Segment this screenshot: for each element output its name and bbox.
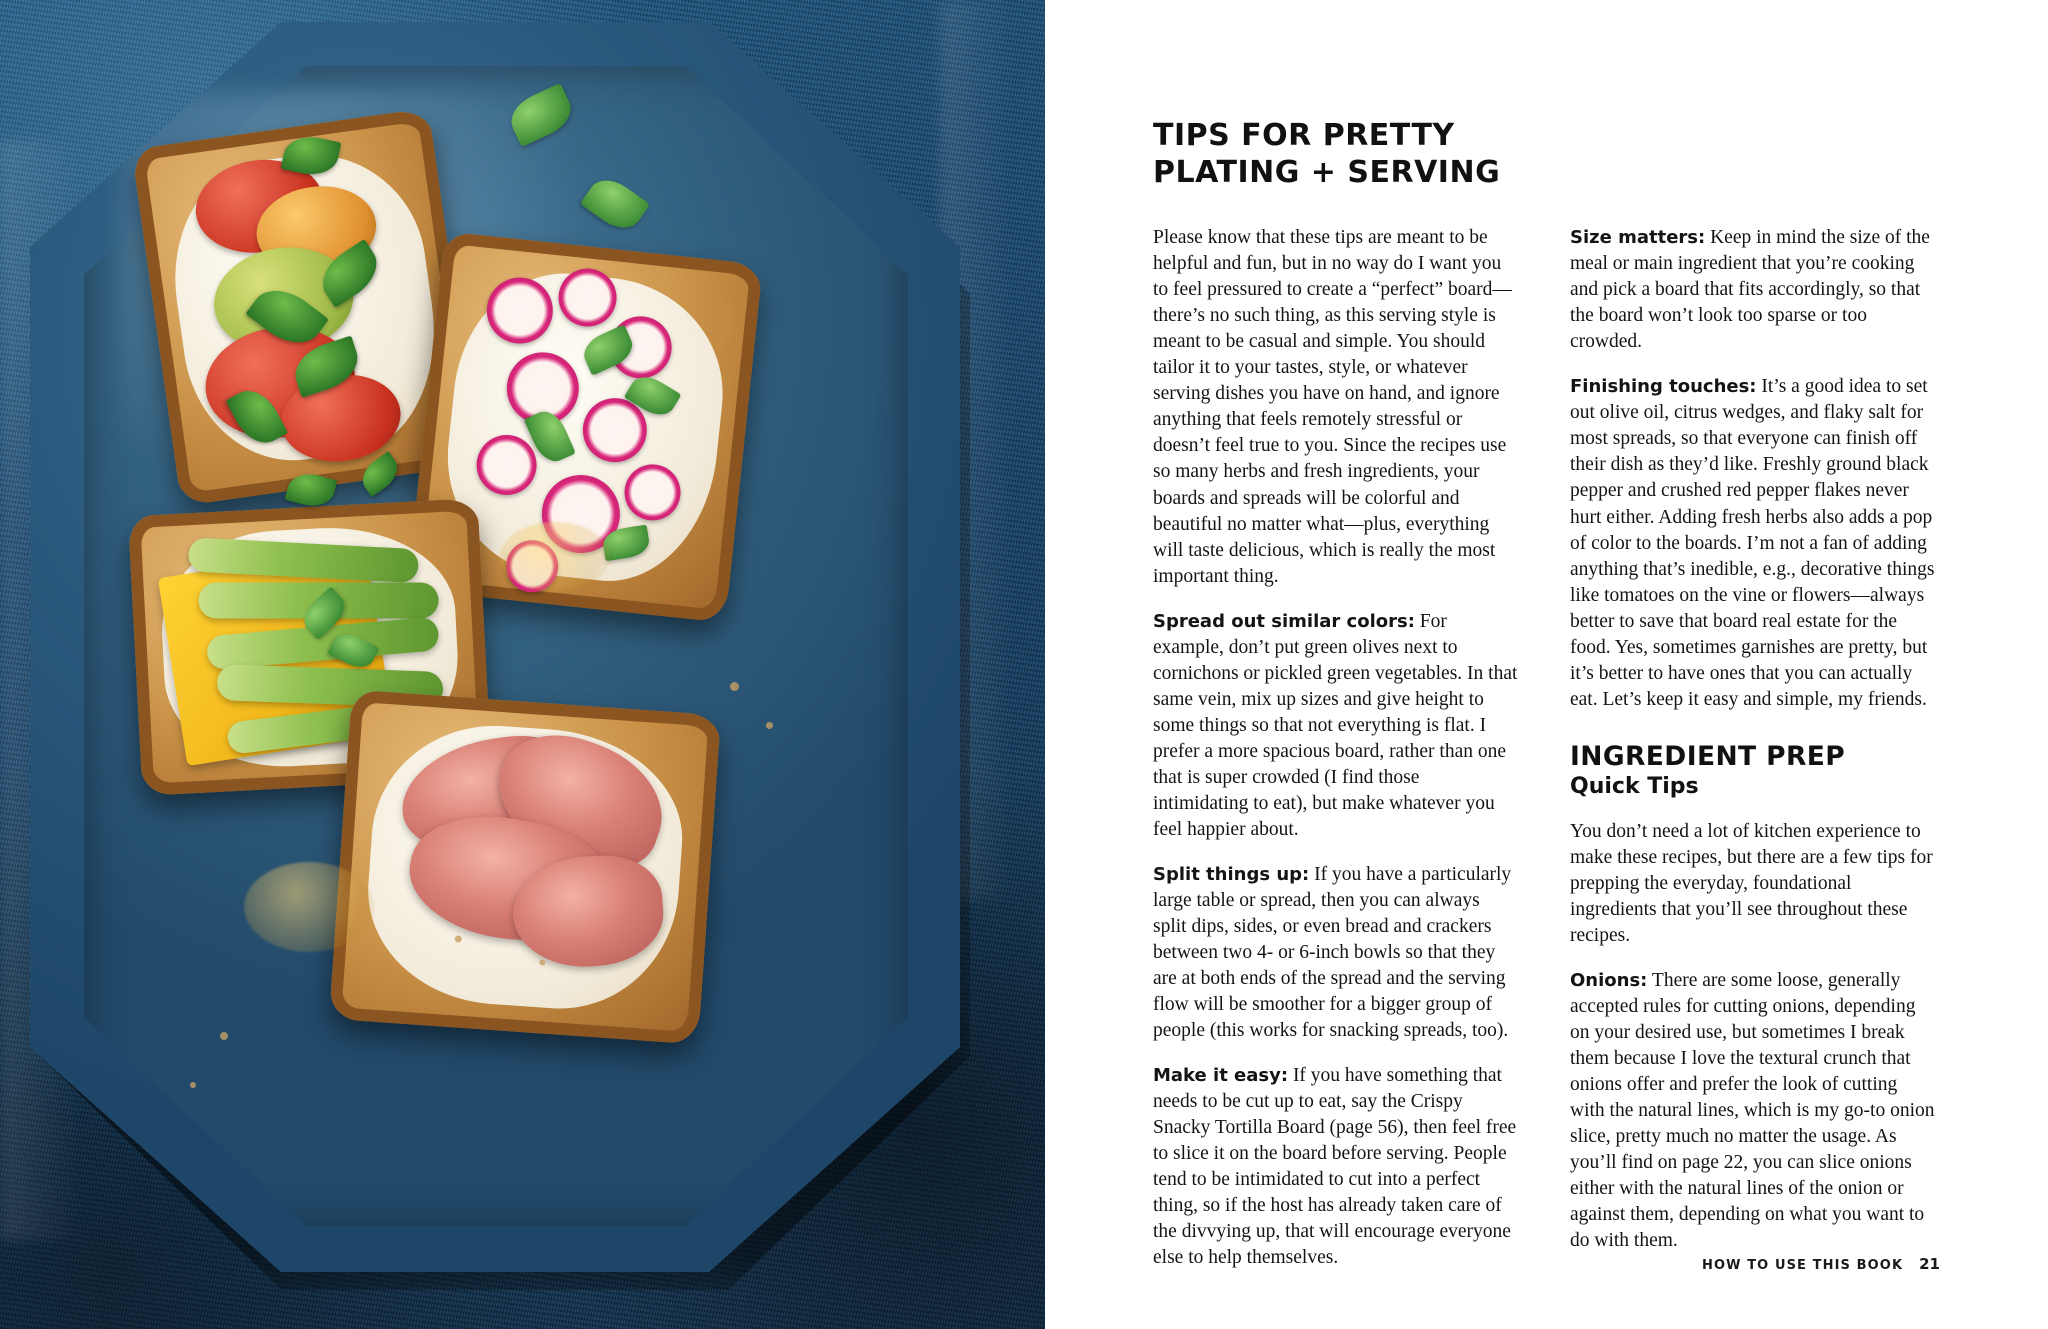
section-subheading-quick-tips: Quick Tips — [1570, 773, 1699, 799]
paragraph-text: Please know that these tips are meant to be helpful and fun, but in no way do I want you to feel pressured to create a “perfect” board—there’s no such thing, as this serving style is meant to be casual and simple. You should tailor it to your tastes, style, or whatever serving dishes you have on hand, and ignore anything that feels remotely stressful or doesn’t feel true to you. Since the recipes use so many herbs and fresh ingredients, your boards and spreads will be colorful and beautiful no matter what—plus, everything will taste delicious, which is really the most important thing. — [1153, 227, 1512, 587]
bread-crumb — [730, 682, 739, 691]
two-column-body — [1153, 225, 1940, 1271]
bread-crumb — [220, 1032, 228, 1040]
toast-prosciutto — [329, 689, 721, 1044]
page-title-line-1: TIPS FOR PRETTY — [1153, 118, 1455, 153]
paragraph-make-it-easy — [1153, 1063, 1518, 1271]
olive-oil-drizzle — [244, 862, 374, 952]
paragraph-onions — [1570, 968, 1935, 1254]
paragraph-quick-tips-intro — [1570, 819, 1935, 949]
page-title-line-2: PLATING + SERVING — [1153, 154, 1501, 190]
paragraph-spread-out-similar-colors — [1153, 609, 1518, 843]
serving-platter — [30, 22, 960, 1272]
page-footer — [1702, 1255, 1940, 1273]
paragraph-text: It’s a good idea to set out olive oil, citrus wedges, and flaky salt for most spreads, so that everyone can finish off their dish as they’d like. Freshly ground black pepper and crushed red pepper flakes never hurt either. Adding fresh herbs also adds a pop of color to the boards. I’m not a fan of adding anything that’s inedible, e.g., decorative things like tomatoes on the vine or flowers—always better to save that board real estate for the food. Yes, sometimes garnishes are pretty, but it’s better to have ones that you can actually eat. Let’s keep it easy and simple, my friends. — [1570, 376, 1935, 710]
paragraph-split-things-up — [1153, 862, 1518, 1044]
paragraph-lead-in: Split things up: — [1153, 863, 1310, 885]
paragraph-text: If you have a particularly large table or spread, then you can always split dips, sides, or even bread and crackers between two 4- or 6-inch bowls so that they are at both ends of the spread and the serving flow will be smoother for a bigger group of people (this works for snacking spreads, too). — [1153, 863, 1512, 1042]
paragraph-finishing-touches — [1570, 374, 1935, 712]
text-page — [1045, 0, 2048, 1329]
paragraph-text: For example, don’t put green olives next to cornichons or pickled green vegetables. In that same vein, mix up sizes and give height to some things so that not everything is flat. I prefer a more spacious board, rather than one that is super crowded (I find those intimidating to eat), but make whatever you feel happier about. — [1153, 610, 1518, 840]
paragraph-text: Keep in mind the size of the meal or main ingredient that you’re cooking and pick a board that fits accordingly, so that the board won’t look too sparse or too crowded. — [1570, 227, 1930, 353]
column-right — [1570, 225, 1935, 1271]
section-heading-ingredient-prep: INGREDIENT PREP — [1570, 740, 1846, 772]
column-left — [1153, 225, 1518, 1271]
paragraph-lead-in: Size matters: — [1570, 227, 1706, 249]
paragraph-text: There are some loose, generally accepted rules for cutting onions, depending on your desired use, but sometimes I break them because I love the textural crunch that onions offer and prefer the look of cutting with the natural lines, which is my go-to onion slice, pretty much no matter the usage. As you’ll find on page 22, you can slice onions either with the natural lines of the onion or against them, depending on what you want to do with them. — [1570, 969, 1935, 1252]
paragraph-intro — [1153, 225, 1518, 589]
olive-oil-drizzle — [500, 522, 610, 592]
paragraph-lead-in: Finishing touches: — [1570, 376, 1757, 398]
paragraph-lead-in: Make it easy: — [1153, 1065, 1289, 1087]
paragraph-text: You don’t need a lot of kitchen experience to make these recipes, but there are a few tips for prepping the everyday, foundational ingredients that you’ll see throughout these recipes. — [1570, 820, 1933, 946]
paragraph-lead-in: Onions: — [1570, 969, 1648, 991]
footer-page-number: 21 — [1919, 1255, 1940, 1273]
bread-crumb — [190, 1082, 196, 1088]
paragraph-size-matters — [1570, 225, 1935, 355]
bread-crumb — [766, 722, 773, 729]
paragraph-text: If you have something that needs to be cut up to eat, say the Crispy Snacky Tortilla Board (page 56), then feel free to slice it on the board before serving. People tend to be intimidated to cut into a perfect thing, so if the host has already taken care of the divvying up, that will encourage everyone else to help themselves. — [1153, 1065, 1517, 1269]
page-title — [1153, 118, 1940, 191]
footer-section-label: HOW TO USE THIS BOOK — [1702, 1258, 1904, 1273]
paragraph-lead-in: Spread out similar colors: — [1153, 610, 1415, 632]
